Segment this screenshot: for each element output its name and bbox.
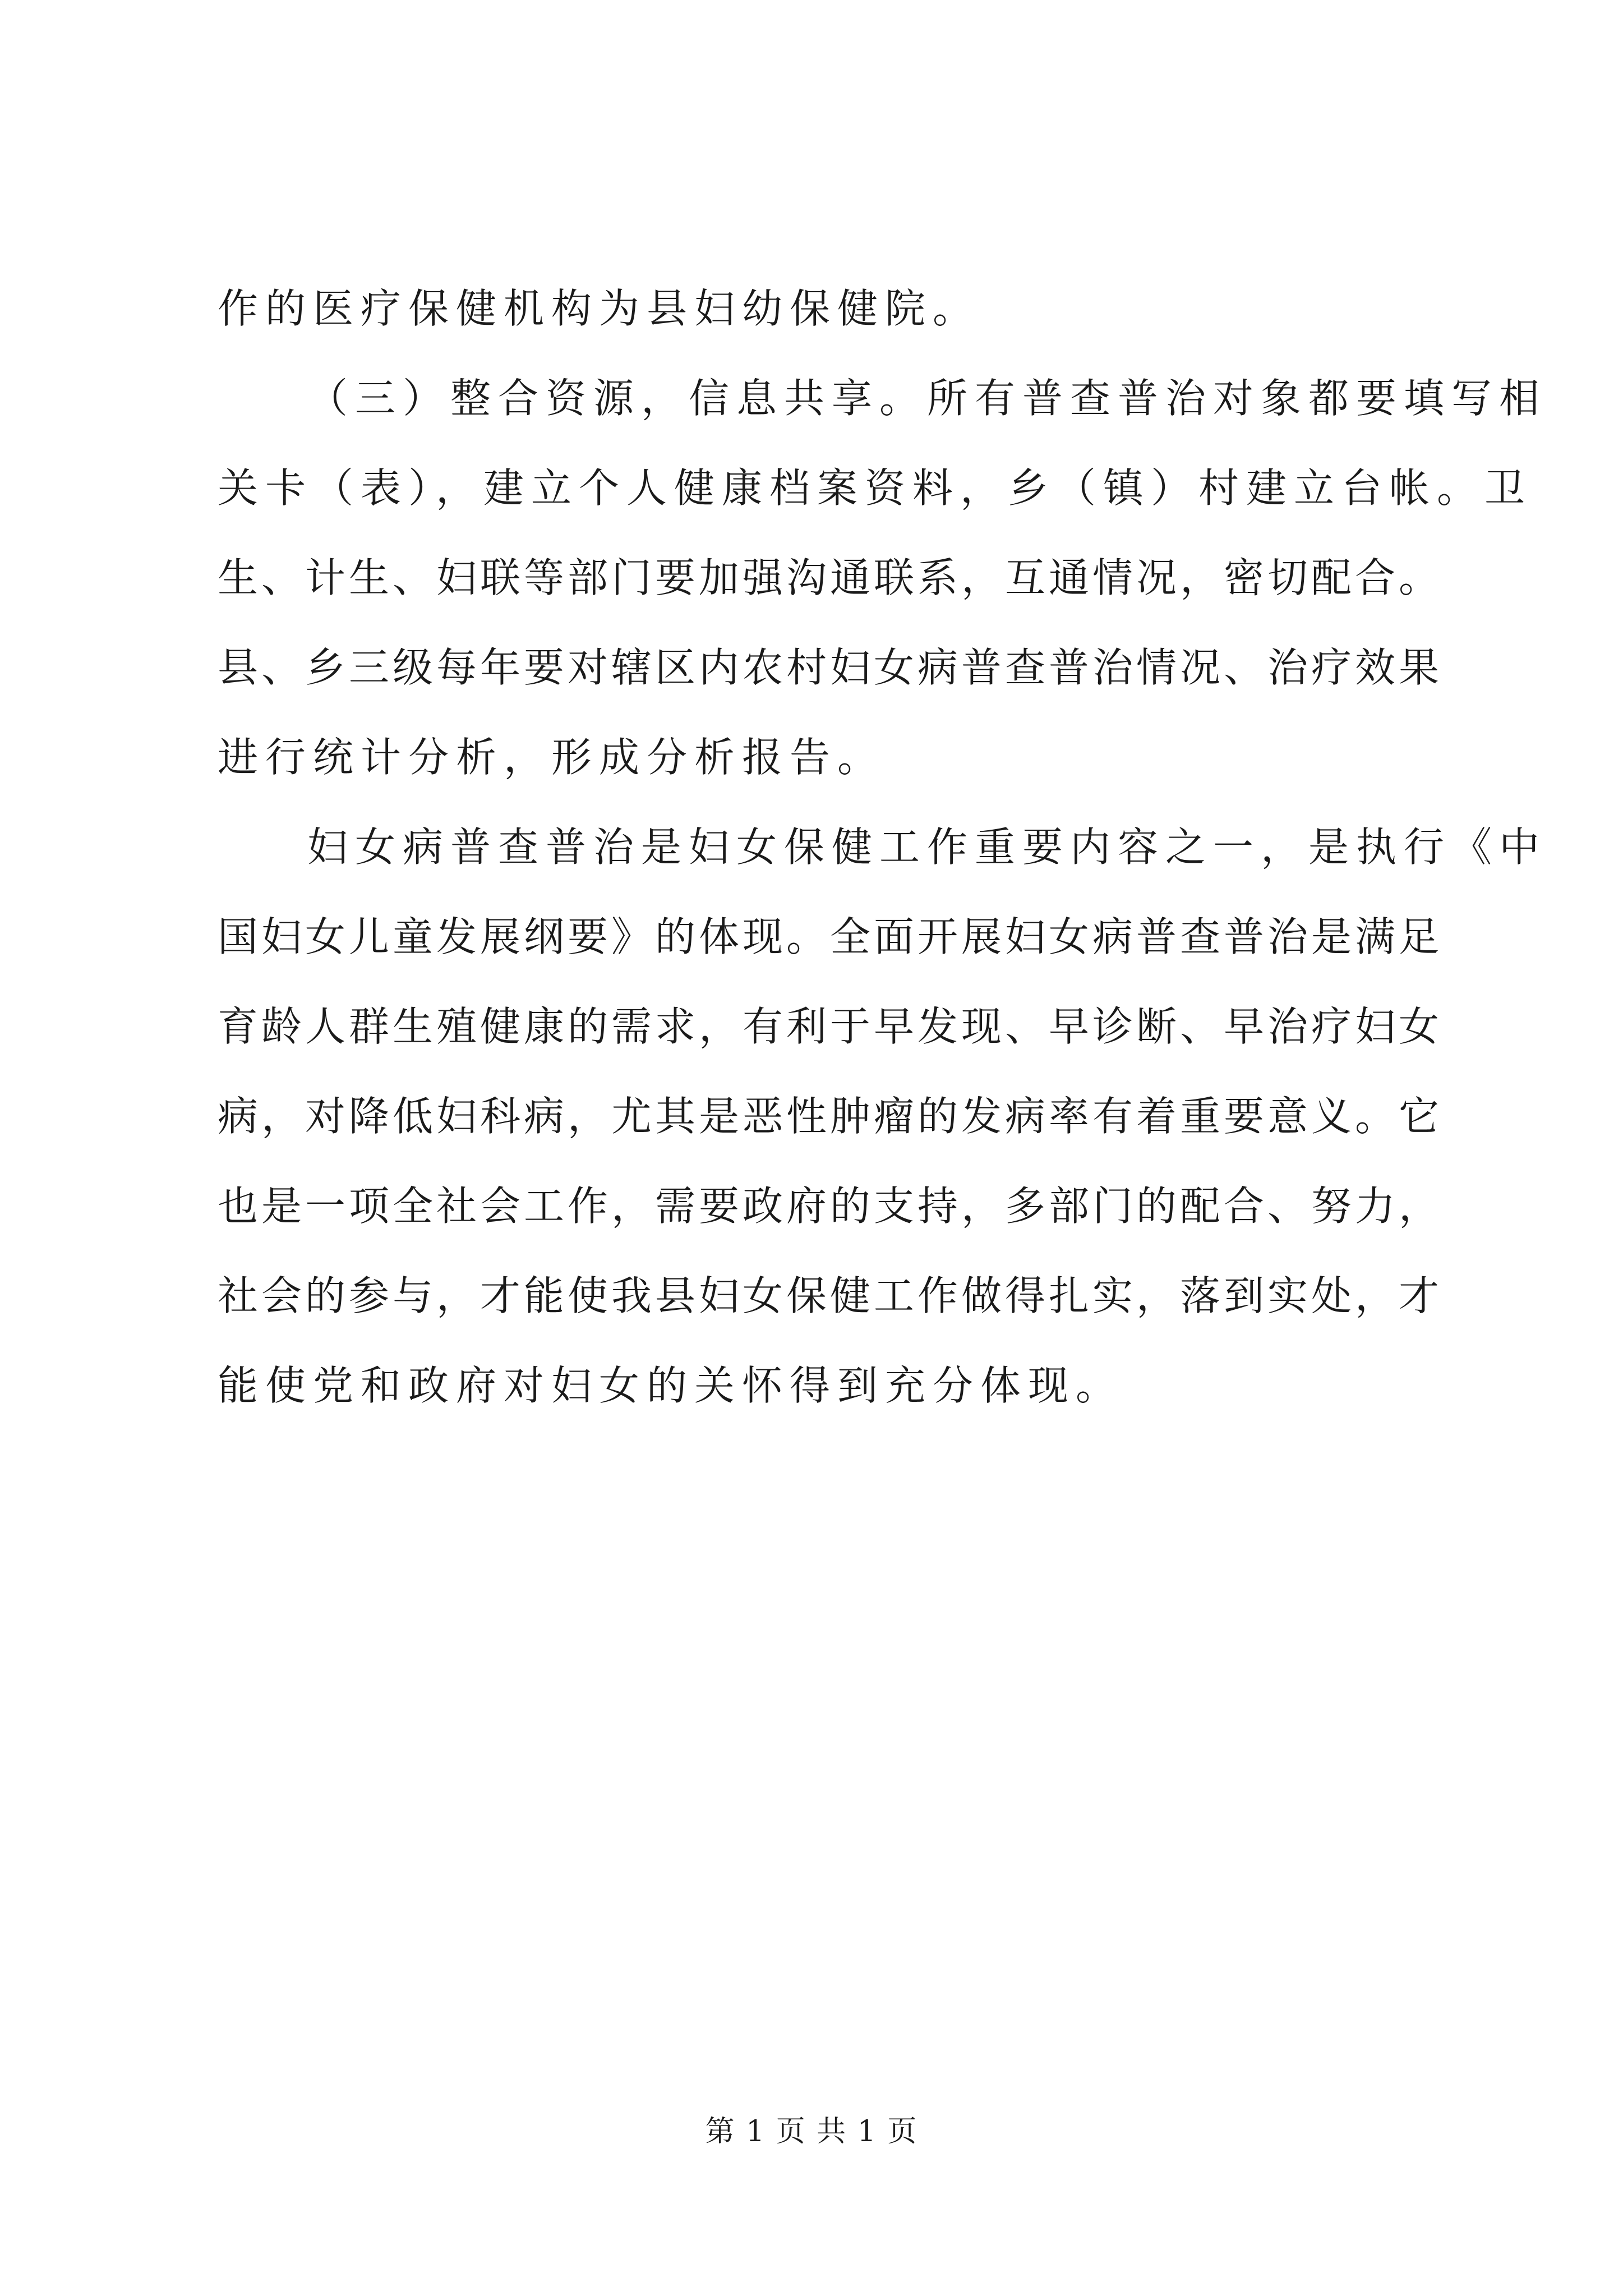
paragraph-3-line-7: 能使党和政府对妇女的关怀得到充分体现。: [218, 1362, 1124, 1409]
paragraph-2-line-1: （三）整合资源，信息共享。所有普查普治对象都要填写相: [307, 375, 1547, 422]
paragraph-2-line-3: 生、计生、妇联等部门要加强沟通联系，互通情况，密切配合。: [218, 554, 1443, 601]
document-body: [218, 264, 1547, 1430]
paragraph-3-line-1: 妇女病普查普治是妇女保健工作重要内容之一，是执行《中: [307, 823, 1547, 871]
paragraph-3-line-4: 病，对降低妇科病，尤其是恶性肿瘤的发病率有着重要意义。它: [218, 1093, 1443, 1140]
paragraph-2-line-5: 进行统计分析，形成分析报告。: [218, 734, 886, 781]
page-number-footer: 第 1 页 共 1 页: [705, 2115, 918, 2148]
paragraph-3-line-2: 国妇女儿童发展纲要》的体现。全面开展妇女病普查普治是满足: [218, 913, 1443, 960]
paragraph-2-line-4: 县、乡三级每年要对辖区内农村妇女病普查普治情况、治疗效果: [218, 644, 1443, 691]
paragraph-3-line-3: 育龄人群生殖健康的需求，有利于早发现、早诊断、早治疗妇女: [218, 1003, 1443, 1050]
paragraph-3-line-5: 也是一项全社会工作，需要政府的支持，多部门的配合、努力，: [218, 1182, 1443, 1230]
paragraph-1-line-1: 作的医疗保健机构为县妇幼保健院。: [218, 285, 981, 332]
paragraph-3-line-6: 社会的参与，才能使我县妇女保健工作做得扎实，落到实处，才: [218, 1272, 1443, 1319]
paragraph-2-line-2: 关卡（表），建立个人健康档案资料，乡（镇）村建立台帐。卫: [218, 464, 1533, 512]
